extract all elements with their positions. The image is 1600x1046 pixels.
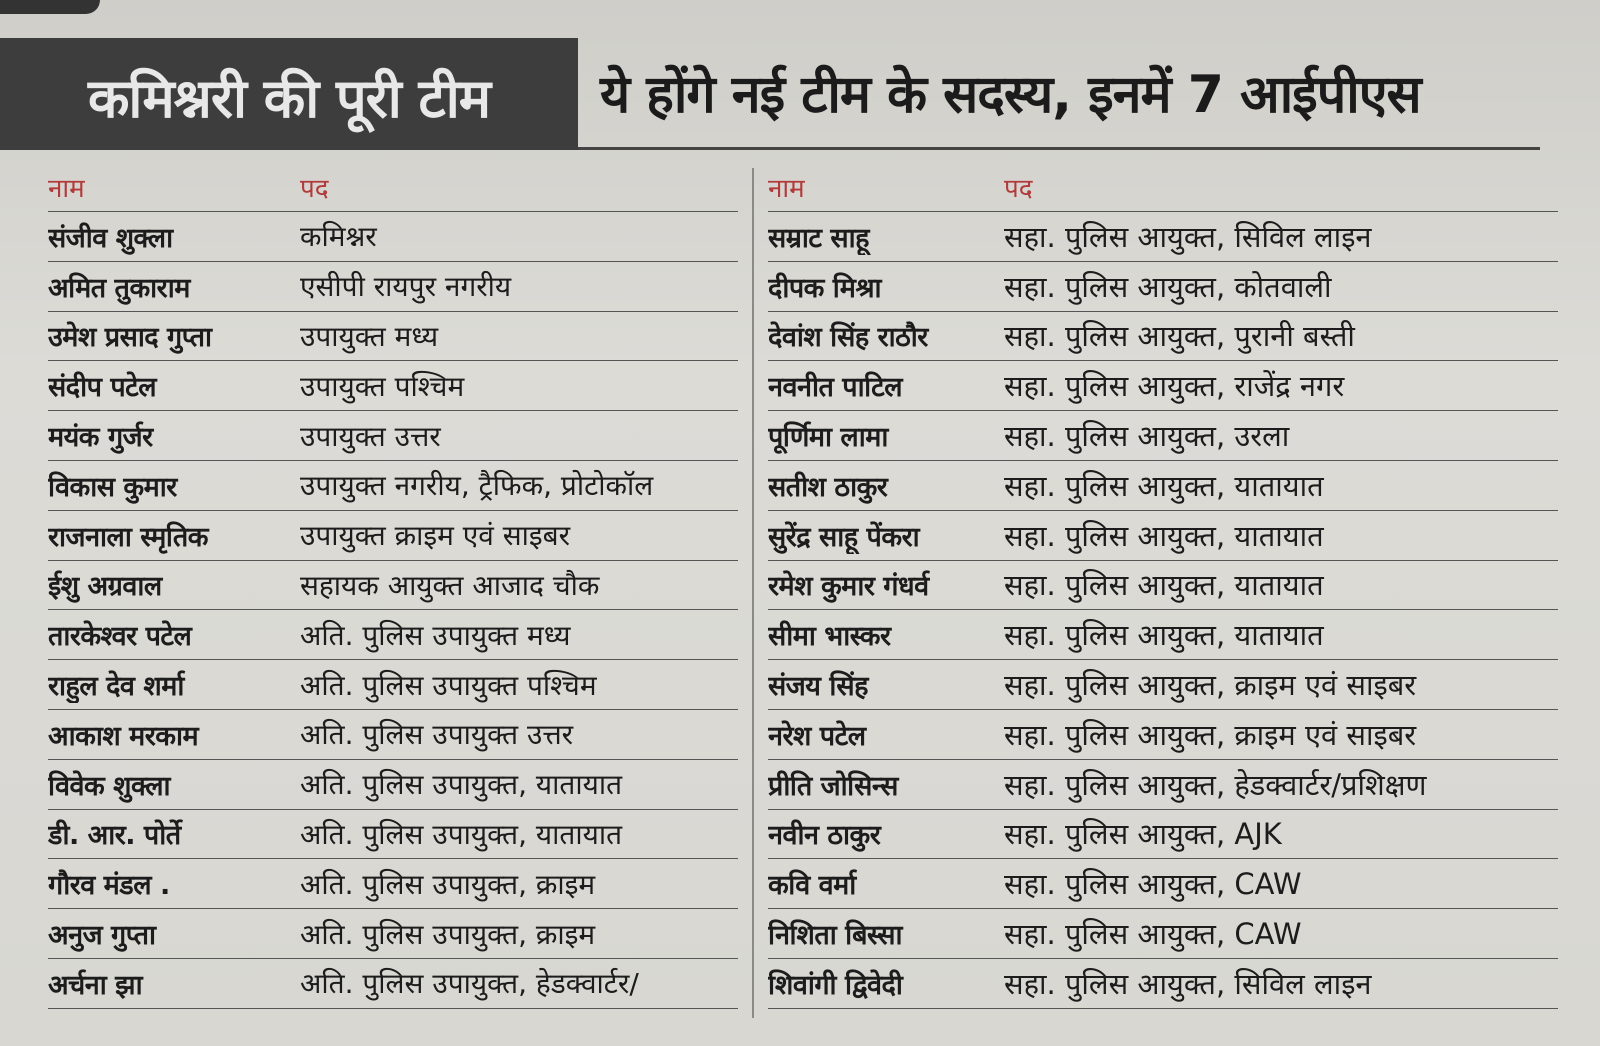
table-row	[48, 561, 738, 611]
officer-name: प्रीति जोसिन्स	[768, 770, 898, 802]
table-row	[768, 760, 1558, 810]
officer-post: सहा. पुलिस आयुक्त, CAW	[1004, 917, 1302, 952]
officer-post: सहा. पुलिस आयुक्त, सिविल लाइन	[1004, 966, 1372, 1001]
officer-post: अति. पुलिस उपायुक्त, यातायात	[300, 768, 623, 802]
officer-name: कवि वर्मा	[768, 870, 856, 902]
officer-name: संदीप पटेल	[48, 372, 157, 404]
table-row	[768, 710, 1558, 760]
officer-post: उपायुक्त पश्चिम	[300, 369, 465, 403]
right-table	[768, 160, 1558, 1009]
officer-name: निशिता बिस्सा	[768, 920, 903, 952]
table-row	[48, 312, 738, 362]
officer-post: सहा. पुलिस आयुक्त, उरला	[1004, 419, 1290, 454]
officer-post: अति. पुलिस उपायुक्त, क्राइम	[300, 917, 596, 951]
officer-name: संजय सिंह	[768, 671, 868, 703]
officer-name: नवीन ठाकुर	[768, 820, 881, 852]
table-row	[768, 909, 1558, 959]
header-bar	[0, 38, 1540, 150]
officer-name: शिवांगी द्विवेदी	[768, 969, 903, 1001]
corner-shadow	[0, 0, 100, 14]
officer-name: राहुल देव शर्मा	[48, 671, 184, 703]
table-row	[768, 312, 1558, 362]
officer-post: सहायक आयुक्त आजाद चौक	[300, 568, 600, 602]
table-row	[768, 511, 1558, 561]
officer-post: अति. पुलिस उपायुक्त मध्य	[300, 618, 571, 652]
table-row	[48, 710, 738, 760]
officer-post: कमिश्नर	[300, 220, 377, 254]
officer-post: सहा. पुलिस आयुक्त, CAW	[1004, 867, 1302, 902]
table-row	[48, 859, 738, 909]
officer-name: उमेश प्रसाद गुप्ता	[48, 322, 212, 354]
officer-post: सहा. पुलिस आयुक्त, यातायात	[1004, 468, 1324, 503]
table-row	[768, 411, 1558, 461]
name-column-header: नाम	[48, 174, 85, 204]
officer-post: सहा. पुलिस आयुक्त, यातायात	[1004, 568, 1324, 603]
table-row	[48, 660, 738, 710]
table-row	[768, 660, 1558, 710]
officer-name: संजीव शुक्ला	[48, 222, 173, 254]
officer-name: अनुज गुप्ता	[48, 920, 156, 952]
officer-name: तारकेश्वर पटेल	[48, 621, 192, 653]
officer-name: डी. आर. पोर्ते	[48, 820, 181, 852]
table-row	[48, 959, 738, 1009]
officer-post: सहा. पुलिस आयुक्त, यातायात	[1004, 518, 1324, 553]
officer-post: उपायुक्त मध्य	[300, 319, 439, 353]
table-row	[768, 859, 1558, 909]
officer-post: अति. पुलिस उपायुक्त उत्तर	[300, 718, 574, 752]
officer-post: सहा. पुलिस आयुक्त, यातायात	[1004, 618, 1324, 653]
table-row	[768, 959, 1558, 1009]
officer-name: पूर्णिमा लामा	[768, 422, 888, 454]
table-row	[768, 461, 1558, 511]
officer-name: सीमा भास्कर	[768, 621, 891, 653]
left-table	[48, 160, 738, 1009]
right-table-header	[768, 160, 1558, 212]
officer-post: उपायुक्त उत्तर	[300, 419, 441, 453]
table-row	[48, 909, 738, 959]
officer-post: सहा. पुलिस आयुक्त, राजेंद्र नगर	[1004, 369, 1345, 404]
officer-name: रमेश कुमार गंधर्व	[768, 571, 929, 603]
table-row	[48, 760, 738, 810]
left-table-body	[48, 212, 738, 1009]
officer-name: नवनीत पाटिल	[768, 372, 903, 404]
officer-post: उपायुक्त नगरीय, ट्रैफिक, प्रोटोकॉल	[300, 469, 654, 503]
officer-post: अति. पुलिस उपायुक्त, यातायात	[300, 817, 623, 851]
officer-post: सहा. पुलिस आयुक्त, क्राइम एवं साइबर	[1004, 668, 1417, 703]
officer-post: सहा. पुलिस आयुक्त, पुरानी बस्ती	[1004, 319, 1355, 354]
column-divider	[752, 168, 754, 1018]
officer-name: दीपक मिश्रा	[768, 272, 882, 304]
table-row	[768, 610, 1558, 660]
officer-post: सहा. पुलिस आयुक्त, हेडक्वार्टर/प्रशिक्षण	[1004, 767, 1427, 802]
officer-name: सुरेंद्र साहू पेंकरा	[768, 521, 920, 553]
officer-name: आकाश मरकाम	[48, 720, 199, 752]
officer-post: सहा. पुलिस आयुक्त, क्राइम एवं साइबर	[1004, 717, 1417, 752]
officer-post: सहा. पुलिस आयुक्त, कोतवाली	[1004, 269, 1332, 304]
table-row	[48, 262, 738, 312]
officer-post: अति. पुलिस उपायुक्त पश्चिम	[300, 668, 597, 702]
officer-name: सतीश ठाकुर	[768, 471, 888, 503]
officer-name: राजनाला स्मृतिक	[48, 521, 209, 553]
name-column-header: नाम	[768, 174, 805, 204]
table-row	[48, 411, 738, 461]
officer-name: विकास कुमार	[48, 471, 177, 503]
table-row	[48, 810, 738, 860]
officer-name: अमित तुकाराम	[48, 272, 190, 304]
kicker-title: कमिश्नरी की पूरी टीम	[0, 38, 578, 150]
officer-post: सहा. पुलिस आयुक्त, AJK	[1004, 817, 1282, 852]
officer-name: अर्चना झा	[48, 969, 143, 1001]
headline: ये होंगे नई टीम के सदस्य, इनमें 7 आईपीएस	[578, 38, 1540, 150]
officer-name: गौरव मंडल .	[48, 870, 170, 902]
table-row	[48, 212, 738, 262]
table-row	[768, 212, 1558, 262]
table-row	[768, 262, 1558, 312]
table-row	[768, 561, 1558, 611]
table-row	[48, 361, 738, 411]
officer-name: देवांश सिंह राठौर	[768, 322, 928, 354]
officer-post: उपायुक्त क्राइम एवं साइबर	[300, 519, 571, 553]
officer-post: अति. पुलिस उपायुक्त, हेडक्वार्टर/	[300, 967, 639, 1001]
table-row	[48, 511, 738, 561]
officer-name: सम्राट साहू	[768, 222, 869, 254]
post-column-header: पद	[1004, 174, 1033, 204]
officer-post: एसीपी रायपुर नगरीय	[300, 270, 512, 304]
officer-name: विवेक शुक्ला	[48, 770, 171, 802]
right-table-body	[768, 212, 1558, 1009]
officer-name: ईशु अग्रवाल	[48, 571, 162, 603]
officer-post: अति. पुलिस उपायुक्त, क्राइम	[300, 867, 596, 901]
officer-name: मयंक गुर्जर	[48, 422, 153, 454]
table-row	[768, 361, 1558, 411]
table-row	[768, 810, 1558, 860]
table-row	[48, 610, 738, 660]
table-row	[48, 461, 738, 511]
officer-name: नरेश पटेल	[768, 720, 866, 752]
left-table-header	[48, 160, 738, 212]
officer-post: सहा. पुलिस आयुक्त, सिविल लाइन	[1004, 219, 1372, 254]
post-column-header: पद	[300, 174, 329, 204]
